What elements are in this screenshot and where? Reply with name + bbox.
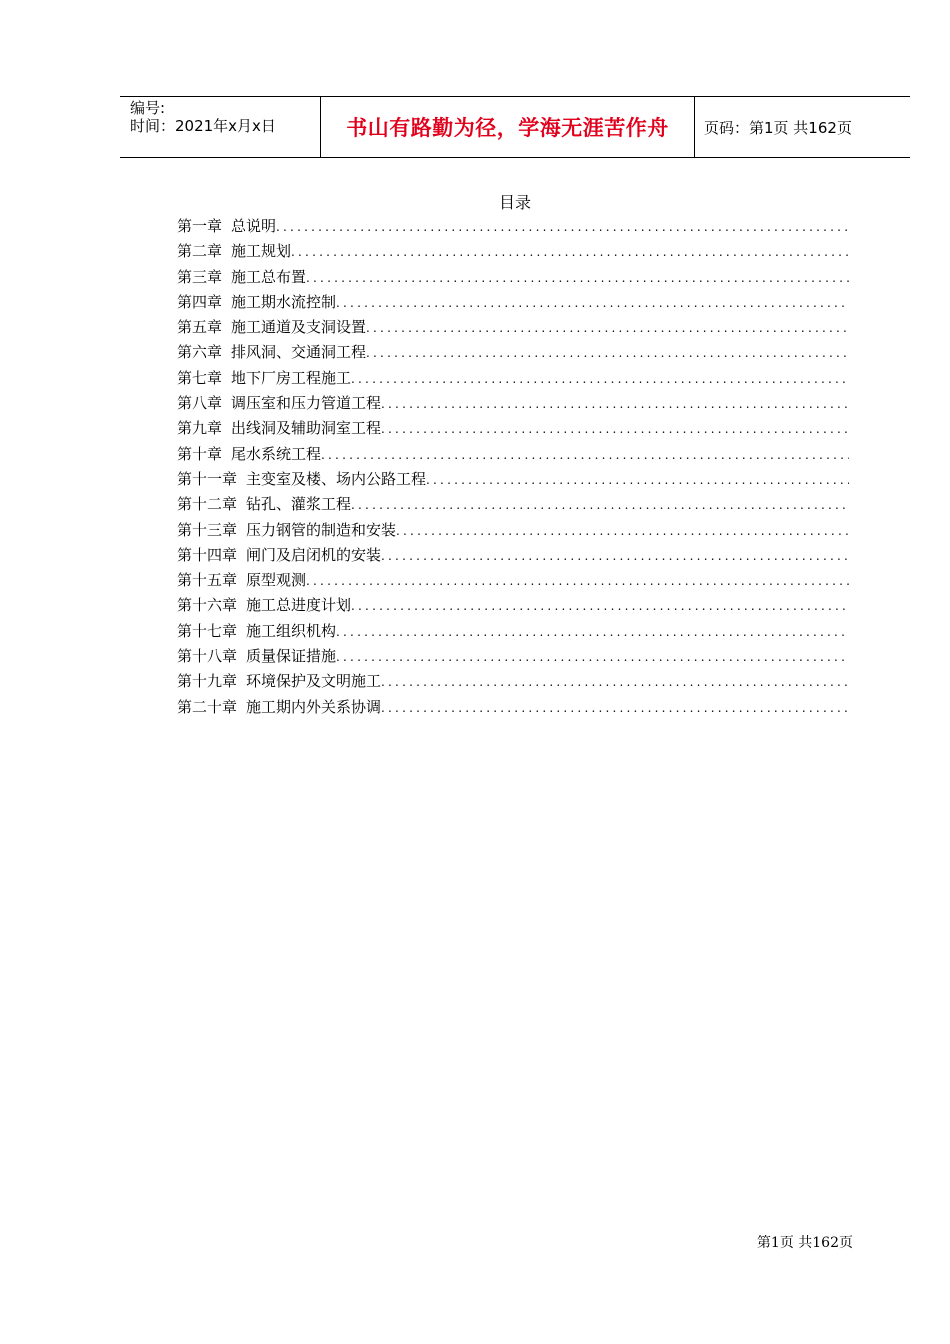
toc-entry-chapter: 第十六章: [177, 596, 238, 615]
toc-entry-chapter: 第十四章: [177, 545, 238, 564]
toc-entry-title: 施工通道及支洞设置: [231, 318, 367, 337]
toc-entry-title: 尾水系统工程: [231, 444, 322, 463]
number-label: 编号:: [130, 99, 166, 117]
toc-entry-chapter: 第九章: [177, 419, 223, 438]
toc-entry-title: 施工组织机构: [246, 621, 337, 640]
header-page-cell: [695, 97, 910, 157]
toc-entry-title: 出线洞及辅助洞室工程: [231, 419, 382, 438]
toc-dot-leader: [351, 369, 849, 389]
toc-dot-leader: [336, 647, 849, 667]
toc-entry-chapter: 第四章: [177, 292, 223, 311]
toc-entry-chapter: 第十七章: [177, 621, 238, 640]
toc-dot-leader: [276, 217, 849, 237]
toc-entry[interactable]: [177, 292, 849, 317]
toc-entry[interactable]: [177, 342, 849, 367]
toc-entry[interactable]: [177, 444, 849, 469]
toc-dot-leader: [381, 546, 849, 566]
toc-dot-leader: [366, 318, 849, 338]
toc-entry-chapter: 第十章: [177, 444, 223, 463]
toc-entry-title: 施工期内外关系协调: [246, 697, 382, 716]
toc-entry[interactable]: [177, 368, 849, 393]
toc-dot-leader: [366, 343, 849, 363]
toc-entry-title: 闸门及启闭机的安装: [246, 545, 382, 564]
header-motto-cell: [321, 97, 695, 157]
toc-entry-title: 排风洞、交通洞工程: [231, 343, 367, 362]
toc-entry[interactable]: [177, 671, 849, 696]
motto-text: 书山有路勤为径，学海无涯苦作舟: [346, 116, 669, 140]
toc-dot-leader: [426, 470, 849, 490]
toc-entry-chapter: 第三章: [177, 267, 223, 286]
toc-dot-leader: [351, 495, 849, 515]
toc-entry-title: 地下厂房工程施工: [231, 368, 352, 387]
toc-entry[interactable]: [177, 317, 849, 342]
toc-entry-title: 总说明: [231, 217, 277, 235]
time-label: 时间：2021年x月x日: [130, 117, 276, 135]
toc-entry-chapter: 第十九章: [177, 672, 238, 691]
toc-entry[interactable]: [177, 418, 849, 443]
toc-entry-chapter: 第十二章: [177, 495, 238, 514]
toc-entry[interactable]: [177, 697, 849, 722]
toc-entry-title: 施工规划: [231, 242, 292, 261]
toc-dot-leader: [336, 293, 849, 313]
toc-entry-chapter: 第七章: [177, 368, 223, 387]
toc-entry[interactable]: [177, 646, 849, 671]
header-meta-cell: [120, 97, 321, 157]
toc-entry-chapter: 第十五章: [177, 571, 238, 590]
footer-page-info: 第1页 共162页: [756, 1235, 853, 1251]
toc-entry-title: 施工总布置: [231, 267, 307, 286]
toc-dot-leader: [306, 268, 849, 288]
toc-entry[interactable]: [177, 570, 849, 595]
toc-dot-leader: [381, 394, 849, 414]
header-page-info: 页码：第1页 共162页: [704, 118, 852, 137]
toc-entry-title: 压力钢管的制造和安装: [246, 520, 397, 539]
toc-entry[interactable]: [177, 267, 849, 292]
toc-dot-leader: [396, 521, 849, 541]
toc-entry-chapter: 第十一章: [177, 469, 238, 488]
toc-entry[interactable]: [177, 545, 849, 570]
document-header: [120, 96, 910, 158]
toc-entry-title: 质量保证措施: [246, 647, 337, 666]
toc-entry-title: 环境保护及文明施工: [246, 672, 382, 691]
toc-dot-leader: [306, 571, 849, 591]
toc-entry-chapter: 第十三章: [177, 520, 238, 539]
toc-entry-title: 施工总进度计划: [246, 596, 352, 615]
toc-entry-chapter: 第五章: [177, 318, 223, 337]
toc-dot-leader: [351, 596, 849, 616]
toc-entry[interactable]: [177, 393, 849, 418]
toc-entry-chapter: 第一章: [177, 217, 223, 235]
toc-entry-title: 主变室及楼、场内公路工程: [246, 469, 427, 488]
toc-dot-leader: [336, 622, 849, 642]
toc-entry-chapter: 第二十章: [177, 697, 238, 716]
toc-entry-title: 原型观测: [246, 571, 307, 590]
toc-dot-leader: [291, 242, 849, 262]
toc-entry-title: 钻孔、灌浆工程: [246, 495, 352, 514]
toc-entry[interactable]: [177, 595, 849, 620]
toc-entry-title: 调压室和压力管道工程: [231, 394, 382, 413]
toc-entry[interactable]: [177, 494, 849, 519]
table-of-contents: [177, 216, 849, 722]
toc-dot-leader: [381, 698, 849, 718]
toc-entry-chapter: 第十八章: [177, 647, 238, 666]
toc-dot-leader: [381, 419, 849, 439]
toc-entry-chapter: 第六章: [177, 343, 223, 362]
toc-entry[interactable]: [177, 469, 849, 494]
toc-entry-chapter: 第八章: [177, 394, 223, 413]
toc-entry-chapter: 第二章: [177, 242, 223, 261]
toc-entry[interactable]: [177, 520, 849, 545]
toc-dot-leader: [381, 672, 849, 692]
toc-dot-leader: [321, 445, 849, 465]
toc-entry-title: 施工期水流控制: [231, 292, 337, 311]
toc-entry[interactable]: [177, 621, 849, 646]
toc-entry[interactable]: [177, 241, 849, 266]
toc-entry[interactable]: [177, 216, 849, 241]
toc-title: 目录: [498, 193, 531, 212]
